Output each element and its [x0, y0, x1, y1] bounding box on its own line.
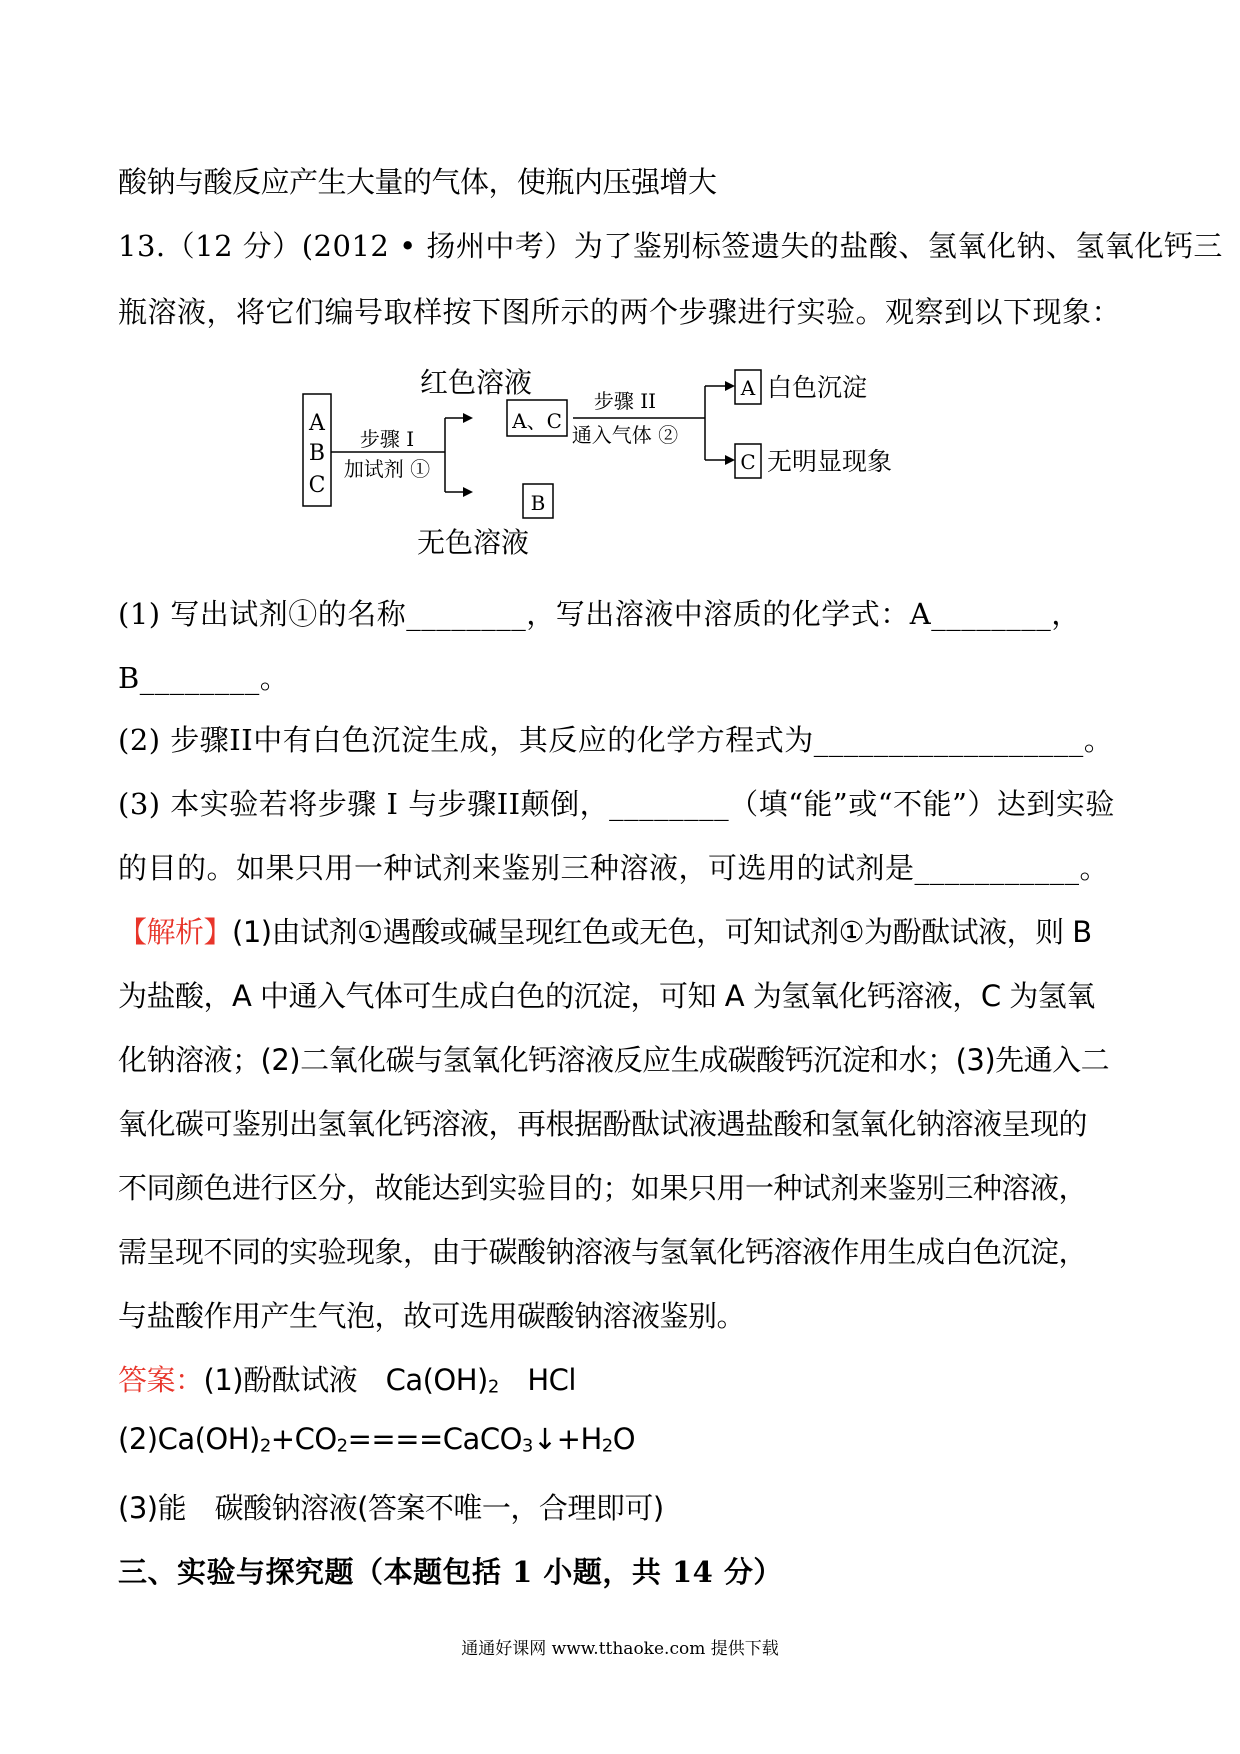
analysis-line-6: 需呈现不同的实验现象，由于碳酸钠溶液与氢氧化钙溶液作用生成白色沉淀， [118, 1235, 1088, 1269]
answer-line-1 [118, 1358, 576, 1399]
equation-sub-4: 2 [601, 1435, 613, 1457]
experiment-flow-diagram [295, 352, 975, 562]
step2-title: 步骤 II [593, 389, 657, 413]
box-label-a: A [309, 411, 325, 436]
equation-part-3: ====CaCO [347, 1422, 522, 1456]
box-label-c: C [308, 473, 326, 498]
answer-line-2 [118, 1422, 635, 1457]
result-c-text: 无明显现象 [767, 447, 893, 476]
analysis-label: 【解析】 [118, 915, 233, 949]
answer-1-subscript: 2 [487, 1376, 499, 1398]
equation-part-2: +CO [270, 1422, 337, 1456]
answer-1-text: (1)酚酞试液 Ca(OH) [203, 1363, 488, 1397]
step1-title: 步骤 I [359, 427, 415, 451]
equation-part-4: ↓+H [532, 1422, 602, 1456]
equation-part-1: (2)Ca(OH) [118, 1422, 260, 1456]
equation-sub-3: 3 [521, 1435, 533, 1457]
b-box-label: B [530, 491, 546, 515]
section-3-heading: 三、实验与探究题（本题包括 1 小题，共 14 分） [118, 1555, 783, 1589]
analysis-line-7: 与盐酸作用产生气泡，故可选用碳酸钠溶液鉴别。 [118, 1299, 746, 1333]
analysis-line-3: 化钠溶液；(2)二氧化碳与氢氧化钙溶液反应生成碳酸钙沉淀和水；(3)先通入二 [118, 1043, 1110, 1077]
part-3-line-2: 的目的。如果只用一种试剂来鉴别三种溶液，可选用的试剂是___________。 [118, 851, 1110, 885]
analysis-line-1 [118, 910, 1092, 951]
result-a-text: 白色沉淀 [767, 373, 868, 402]
part-2-line: (2) 步骤II中有白色沉淀生成，其反应的化学方程式为__________________。 [118, 723, 1114, 757]
analysis-text-1: (1)由试剂①遇酸或碱呈现红色或无色，可知试剂①为酚酞试液，则 B [232, 915, 1092, 949]
step2-action: 通入气体 ② [571, 423, 679, 447]
box-label-b: B [308, 441, 326, 466]
answer-line-3: (3)能 碳酸钠溶液(答案不唯一，合理即可) [118, 1491, 664, 1525]
equation-part-5: O [612, 1422, 636, 1456]
colorless-solution-label: 无色溶液 [417, 526, 530, 559]
analysis-line-4: 氧化碳可鉴别出氢氧化钙溶液，再根据酚酞试液遇盐酸和氢氧化钠溶液呈现的 [118, 1107, 1088, 1141]
answer-label: 答案： [118, 1363, 204, 1397]
question-13-line-2: 瓶溶液，将它们编号取样按下图所示的两个步骤进行实验。观察到以下现象： [118, 295, 1122, 329]
part-1-line-1: (1) 写出试剂①的名称________，写出溶液中溶质的化学式：A________， [118, 597, 1081, 631]
page-footer: 通通好课网 www.tthaoke.com 提供下载 [461, 1639, 779, 1659]
equation-sub-2: 2 [336, 1435, 348, 1457]
equation-sub-1: 2 [259, 1435, 271, 1457]
part-1-line-2: B________。 [118, 661, 290, 695]
question-13-line-1: 13.（12 分）(2012 • 扬州中考）为了鉴别标签遗失的盐酸、氢氧化钠、氢氧化钙三 [118, 229, 1223, 263]
red-solution-label: 红色溶液 [420, 366, 533, 399]
answer-1-hcl: HCl [498, 1363, 576, 1397]
result-a-label: A [740, 376, 756, 400]
step1-action: 加试剂 ① [343, 457, 431, 481]
analysis-line-5: 不同颜色进行区分，故能达到实验目的；如果只用一种试剂来鉴别三种溶液， [118, 1171, 1088, 1205]
continuation-line: 酸钠与酸反应产生大量的气体，使瓶内压强增大 [118, 165, 717, 199]
ac-box-label: A、C [512, 409, 562, 433]
result-c-label: C [740, 450, 756, 474]
part-3-line-1: (3) 本实验若将步骤 I 与步骤II颠倒，________（填“能”或“不能”）达到实验 [118, 787, 1115, 821]
analysis-line-2: 为盐酸，A 中通入气体可生成白色的沉淀，可知 A 为氢氧化钙溶液，C 为氢氧 [118, 979, 1095, 1013]
